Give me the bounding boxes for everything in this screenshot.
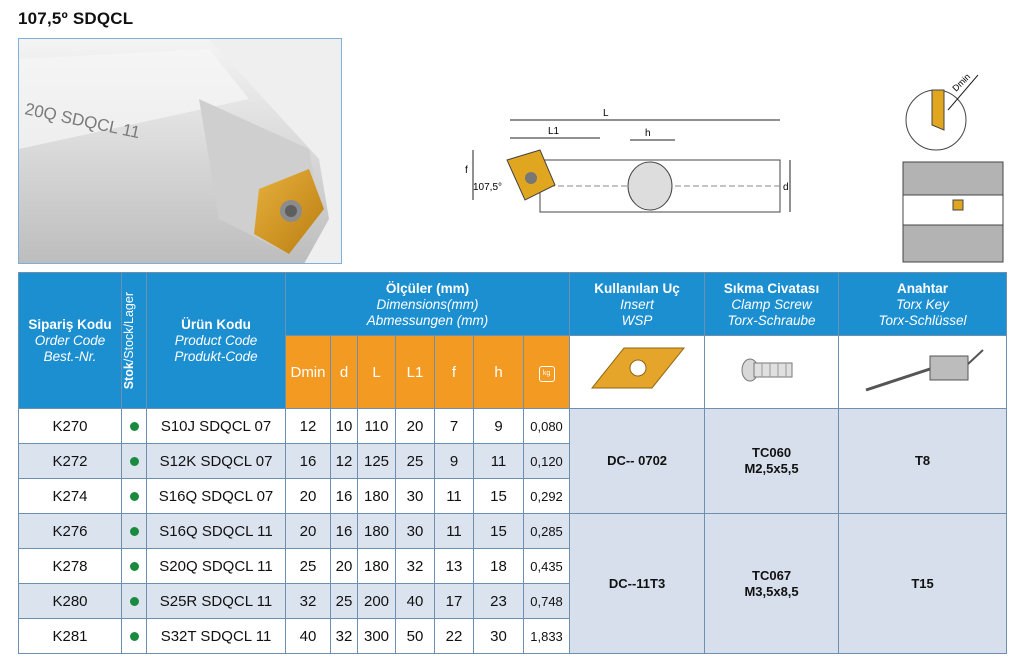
table-row: K281 S32T SDQCL 11 40 32 300 50 22 30 1,833 [19,619,1007,654]
insert-code: DC-- 0702 [570,409,705,514]
key-code: T8 [839,409,1007,514]
col-dmin: Dmin [286,336,331,409]
screw-image [705,336,839,409]
insert-image [570,336,705,409]
spec-table [18,272,1007,654]
torx-key-icon [858,342,988,397]
product-photo [18,38,342,264]
page-title: 107,5º SDQCL [18,9,134,28]
key-image [839,336,1007,409]
min-bore-drawing [898,70,1006,265]
dim-L1-label: L1 [548,126,560,137]
key-code: T15 [839,514,1007,654]
in-stock-icon [130,457,139,466]
dim-h-label: h [645,128,651,139]
clamp-screw-code: TC060 M2,5x5,5 [705,409,839,514]
table-row: K270 S10J SDQCL 07 12 10 110 20 7 9 0,080 DC-- 0702 TC060 M2,5x5,5 T8 [19,409,1007,444]
insert-code: DC--11T3 [570,514,705,654]
boring-bar-illustration [19,39,342,264]
header-key: Anahtar Torx Key Torx-Schlüssel [839,273,1007,336]
table-row: K276 S16Q SDQCL 11 20 16 180 30 11 15 0,285 DC--11T3 TC067 M3,5x8,5 T15 [19,514,1007,549]
insert-icon [582,340,692,400]
header-order-code: Sipariş Kodu Order Code Best.-Nr. [19,273,122,409]
table-row: K280 S25R SDQCL 11 32 25 200 40 17 23 0,748 [19,584,1007,619]
header-stock: Stok/Stock/Lager [122,273,147,409]
screw-icon [732,350,812,390]
col-d: d [331,336,358,409]
header-product-code: Ürün Kodu Product Code Produkt-Code [147,273,286,409]
in-stock-icon [130,422,139,431]
in-stock-icon [130,492,139,501]
header-dimensions: Ölçüler (mm) Dimensions(mm) Abmessungen (mm) [286,273,570,336]
table-row: K278 S20Q SDQCL 11 25 20 180 32 13 18 0,435 [19,549,1007,584]
technical-drawing [465,100,805,225]
col-f: f [435,336,474,409]
dmin-label: Dmin [950,71,973,94]
weight-icon: kg [539,366,555,382]
col-L: L [358,336,396,409]
header-insert: Kullanılan Uç Insert WSP [570,273,705,336]
col-L1: L1 [396,336,435,409]
in-stock-icon [130,632,139,641]
in-stock-icon [130,527,139,536]
dim-d-label: d [783,182,789,193]
in-stock-icon [130,597,139,606]
table-row: K272 S12K SDQCL 07 16 12 125 25 9 11 0,120 [19,444,1007,479]
header-clamp-screw: Sıkma Civatası Clamp Screw Torx-Schraube [705,273,839,336]
col-weight [524,336,570,409]
engraving-text: 20Q SDQCL 11 [23,99,142,143]
dim-L-label: L [603,108,609,119]
dim-angle-label: 107,5° [473,182,503,193]
clamp-screw-code: TC067 M3,5x8,5 [705,514,839,654]
table-row: K274 S16Q SDQCL 07 20 16 180 30 11 15 0,292 [19,479,1007,514]
dim-f-label: f [465,165,468,176]
col-h: h [474,336,524,409]
in-stock-icon [130,562,139,571]
